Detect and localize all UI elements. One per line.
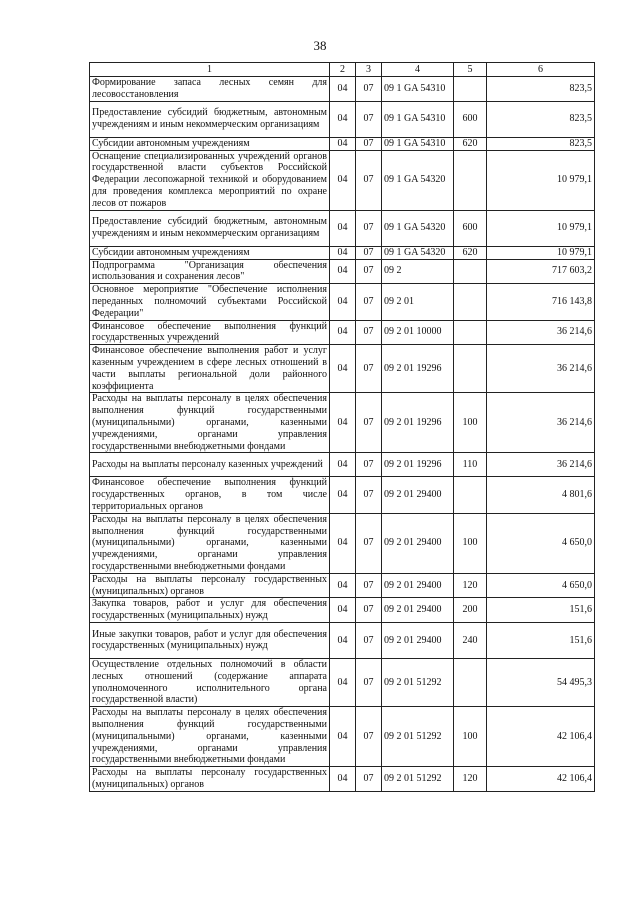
row-expense-type: 600 (454, 210, 487, 246)
row-code-3: 07 (356, 767, 382, 792)
row-expense-type: 200 (454, 598, 487, 623)
row-name: Расходы на выплаты персоналу в целях обеспечения выполнения функций государственными (муниципальными) органами, казенными учреждениями, органами управления государственными внебюджетными фондами (90, 707, 330, 767)
row-code-2: 04 (330, 477, 356, 513)
row-target-code: 09 2 (382, 259, 454, 284)
row-code-3: 07 (356, 210, 382, 246)
table-body (90, 77, 595, 792)
row-target-code: 09 2 01 19296 (382, 345, 454, 393)
row-expense-type: 600 (454, 101, 487, 137)
row-code-2: 04 (330, 259, 356, 284)
row-name: Формирование запаса лесных семян для лесовосстановления (90, 77, 330, 102)
column-header-1: 1 (90, 63, 330, 77)
row-name: Расходы на выплаты персоналу государственных (муниципальных) органов (90, 573, 330, 598)
row-code-3: 07 (356, 345, 382, 393)
row-target-code: 09 2 01 29400 (382, 598, 454, 623)
row-amount: 42 106,4 (487, 767, 595, 792)
row-code-2: 04 (330, 210, 356, 246)
row-code-2: 04 (330, 573, 356, 598)
column-header-3: 3 (356, 63, 382, 77)
row-target-code: 09 1 GA 54320 (382, 246, 454, 259)
row-target-code: 09 1 GA 54320 (382, 210, 454, 246)
row-amount: 823,5 (487, 101, 595, 137)
row-name: Расходы на выплаты персоналу государственных (муниципальных) органов (90, 767, 330, 792)
row-target-code: 09 2 01 19296 (382, 393, 454, 453)
row-name: Финансовое обеспечение выполнения функций государственных учреждений (90, 320, 330, 345)
row-target-code: 09 2 01 29400 (382, 513, 454, 573)
table-row (90, 573, 595, 598)
column-header-4: 4 (382, 63, 454, 77)
row-name: Расходы на выплаты персоналу в целях обеспечения выполнения функций государственными (муниципальными) органами, казенными учреждениями, органами управления государственными внебюджетными фондами (90, 393, 330, 453)
row-expense-type (454, 658, 487, 706)
row-expense-type (454, 345, 487, 393)
column-header-2: 2 (330, 63, 356, 77)
row-amount: 823,5 (487, 77, 595, 102)
row-name: Иные закупки товаров, работ и услуг для обеспечения государственных (муниципальных) нужд (90, 622, 330, 658)
row-target-code: 09 2 01 29400 (382, 622, 454, 658)
row-code-2: 04 (330, 77, 356, 102)
row-amount: 151,6 (487, 598, 595, 623)
row-name: Закупка товаров, работ и услуг для обеспечения государственных (муниципальных) нужд (90, 598, 330, 623)
header-row (90, 63, 595, 77)
table-row (90, 137, 595, 150)
row-code-3: 07 (356, 477, 382, 513)
table-row (90, 210, 595, 246)
row-amount: 10 979,1 (487, 210, 595, 246)
row-code-3: 07 (356, 707, 382, 767)
row-expense-type (454, 259, 487, 284)
table-row (90, 150, 595, 210)
table-row (90, 707, 595, 767)
row-expense-type: 110 (454, 453, 487, 477)
row-target-code: 09 2 01 19296 (382, 453, 454, 477)
row-code-3: 07 (356, 284, 382, 320)
row-amount: 4 650,0 (487, 513, 595, 573)
row-expense-type: 100 (454, 513, 487, 573)
row-target-code: 09 2 01 51292 (382, 658, 454, 706)
table-row (90, 320, 595, 345)
row-code-3: 07 (356, 259, 382, 284)
row-code-2: 04 (330, 453, 356, 477)
row-code-3: 07 (356, 453, 382, 477)
table-row (90, 767, 595, 792)
row-name: Осуществление отдельных полномочий в области лесных отношений (содержание аппарата уполномоченного исполнительного органа государственной власти) (90, 658, 330, 706)
row-expense-type: 240 (454, 622, 487, 658)
row-expense-type: 620 (454, 246, 487, 259)
row-code-3: 07 (356, 622, 382, 658)
row-target-code: 09 1 GA 54310 (382, 137, 454, 150)
row-target-code: 09 1 GA 54310 (382, 77, 454, 102)
row-expense-type: 120 (454, 573, 487, 598)
budget-table (89, 62, 595, 792)
row-expense-type: 620 (454, 137, 487, 150)
row-amount: 42 106,4 (487, 707, 595, 767)
table-row (90, 513, 595, 573)
row-expense-type (454, 284, 487, 320)
row-code-2: 04 (330, 393, 356, 453)
table-row (90, 77, 595, 102)
row-name: Финансовое обеспечение выполнения функций государственных органов, в том числе территориальных органов (90, 477, 330, 513)
table-row (90, 101, 595, 137)
row-code-3: 07 (356, 658, 382, 706)
row-code-2: 04 (330, 707, 356, 767)
row-expense-type: 100 (454, 393, 487, 453)
row-code-3: 07 (356, 513, 382, 573)
row-name: Предоставление субсидий бюджетным, автономным учреждениям и иным некоммерческим организациям (90, 101, 330, 137)
table-row (90, 284, 595, 320)
row-target-code: 09 2 01 (382, 284, 454, 320)
row-code-2: 04 (330, 320, 356, 345)
table-row (90, 477, 595, 513)
row-code-2: 04 (330, 513, 356, 573)
row-code-2: 04 (330, 622, 356, 658)
row-amount: 4 801,6 (487, 477, 595, 513)
row-code-2: 04 (330, 658, 356, 706)
row-target-code: 09 2 01 51292 (382, 767, 454, 792)
row-name: Предоставление субсидий бюджетным, автономным учреждениям и иным некоммерческим организациям (90, 210, 330, 246)
row-expense-type: 100 (454, 707, 487, 767)
table-row (90, 622, 595, 658)
row-amount: 716 143,8 (487, 284, 595, 320)
row-code-2: 04 (330, 598, 356, 623)
page-number: 38 (313, 38, 327, 53)
row-code-2: 04 (330, 767, 356, 792)
row-name: Основное мероприятие "Обеспечение исполнения переданных полномочий субъектами Российской Федерации" (90, 284, 330, 320)
row-code-2: 04 (330, 345, 356, 393)
row-expense-type (454, 77, 487, 102)
row-code-3: 07 (356, 320, 382, 345)
row-target-code: 09 2 01 29400 (382, 573, 454, 598)
table-row (90, 259, 595, 284)
row-target-code: 09 1 GA 54310 (382, 101, 454, 137)
row-target-code: 09 2 01 51292 (382, 707, 454, 767)
row-amount: 823,5 (487, 137, 595, 150)
table-row (90, 345, 595, 393)
row-code-2: 04 (330, 137, 356, 150)
row-code-3: 07 (356, 137, 382, 150)
row-target-code: 09 1 GA 54320 (382, 150, 454, 210)
row-name: Финансовое обеспечение выполнения работ и услуг казенным учреждением в сфере лесных отношений в части выплаты региональной доли районного коэффициента (90, 345, 330, 393)
row-name: Подпрограмма "Организация обеспечения использования и сохранения лесов" (90, 259, 330, 284)
row-amount: 36 214,6 (487, 320, 595, 345)
column-header-5: 5 (454, 63, 487, 77)
row-expense-type: 120 (454, 767, 487, 792)
row-amount: 717 603,2 (487, 259, 595, 284)
row-amount: 10 979,1 (487, 246, 595, 259)
row-code-3: 07 (356, 598, 382, 623)
row-code-3: 07 (356, 573, 382, 598)
row-name: Субсидии автономным учреждениям (90, 137, 330, 150)
table-row (90, 658, 595, 706)
row-code-2: 04 (330, 246, 356, 259)
row-amount: 4 650,0 (487, 573, 595, 598)
row-amount: 36 214,6 (487, 393, 595, 453)
row-expense-type (454, 320, 487, 345)
table-row (90, 393, 595, 453)
row-code-3: 07 (356, 393, 382, 453)
row-expense-type (454, 150, 487, 210)
row-target-code: 09 2 01 10000 (382, 320, 454, 345)
row-name: Расходы на выплаты персоналу в целях обеспечения выполнения функций государственными (муниципальными) органами, казенными учреждениями, органами управления государственными внебюджетными фондами (90, 513, 330, 573)
row-target-code: 09 2 01 29400 (382, 477, 454, 513)
table-row (90, 453, 595, 477)
row-amount: 36 214,6 (487, 345, 595, 393)
row-code-3: 07 (356, 150, 382, 210)
row-code-3: 07 (356, 77, 382, 102)
row-name: Субсидии автономным учреждениям (90, 246, 330, 259)
row-amount: 54 495,3 (487, 658, 595, 706)
row-name: Расходы на выплаты персоналу казенных учреждений (90, 453, 330, 477)
table-row (90, 598, 595, 623)
row-amount: 36 214,6 (487, 453, 595, 477)
row-code-2: 04 (330, 150, 356, 210)
row-code-3: 07 (356, 101, 382, 137)
row-code-2: 04 (330, 101, 356, 137)
table-row (90, 246, 595, 259)
column-header-6: 6 (487, 63, 595, 77)
row-expense-type (454, 477, 487, 513)
row-code-3: 07 (356, 246, 382, 259)
row-amount: 10 979,1 (487, 150, 595, 210)
row-name: Оснащение специализированных учреждений органов государственной власти субъектов Российской Федерации лесопожарной техникой и оборудованием для проведения комплекса мероприятий по охране лесов от пожаров (90, 150, 330, 210)
row-code-2: 04 (330, 284, 356, 320)
row-amount: 151,6 (487, 622, 595, 658)
